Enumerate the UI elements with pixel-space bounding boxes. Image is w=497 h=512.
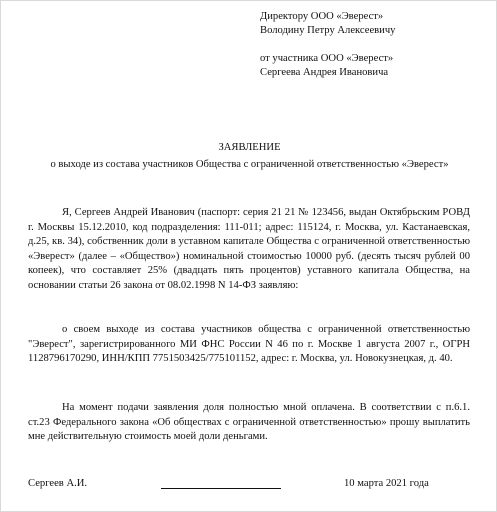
signature-date: 10 марта 2021 года xyxy=(344,478,429,489)
sender-line-1: от участника ООО «Эверест» xyxy=(260,53,394,64)
document-title: ЗАЯВЛЕНИЕ xyxy=(218,142,281,153)
addressee-line-2: Володину Петру Алексеевичу xyxy=(260,25,396,36)
payment-paragraph: На момент подачи заявления доля полностью мной оплачена. В соответствии с п.6.1. ст.23 Федерального закона «Об обществах с ограниченной ответственностью» прошу выплатить мне действительную стоимость моей доли деньгами. xyxy=(28,402,470,443)
exit-paragraph: о своем выходе из состава участников общества с ограниченной ответственностью "Эверест", зарегистрированного МИ ФНС России N 46 по г. Москве 1 августа 2007 г., ОГРН 1128796170290, ИНН/КПП 7751503425/775101152, адрес: г. Москва, ул. Новокузнецкая, д. 40. xyxy=(28,324,470,365)
addressee-line-1: Директору ООО «Эверест» xyxy=(260,11,384,22)
sender-line-2: Сергеева Андрея Ивановича xyxy=(260,67,389,78)
signer-name: Сергеев А.И. xyxy=(28,478,88,489)
signature-line xyxy=(161,488,281,489)
document-subtitle: о выходе из состава участников Общества с ограниченной ответственностью «Эверест» xyxy=(50,159,449,170)
statement-paragraph: Я, Сергеев Андрей Иванович (паспорт: серия 21 21 № 123456, выдан Октябрьским РОВД г. Москвы 15.12.2010, код подразделения: 111-011; адрес: 115124, г. Москва, ул. Кастанаевская, д.25, кв. 34), собственник доли в уставном капитале Общества с ограниченной ответственностью «Эверест» (далее – «Общество») номинальной стоимостью 10000 руб. (десять тысяч рублей 00 копеек), что составляет 25% (двадцать пять процентов) уставного капитала Общества, на основании статьи 26 закона от 08.02.1998 N 14-ФЗ заявляю: xyxy=(28,207,470,291)
